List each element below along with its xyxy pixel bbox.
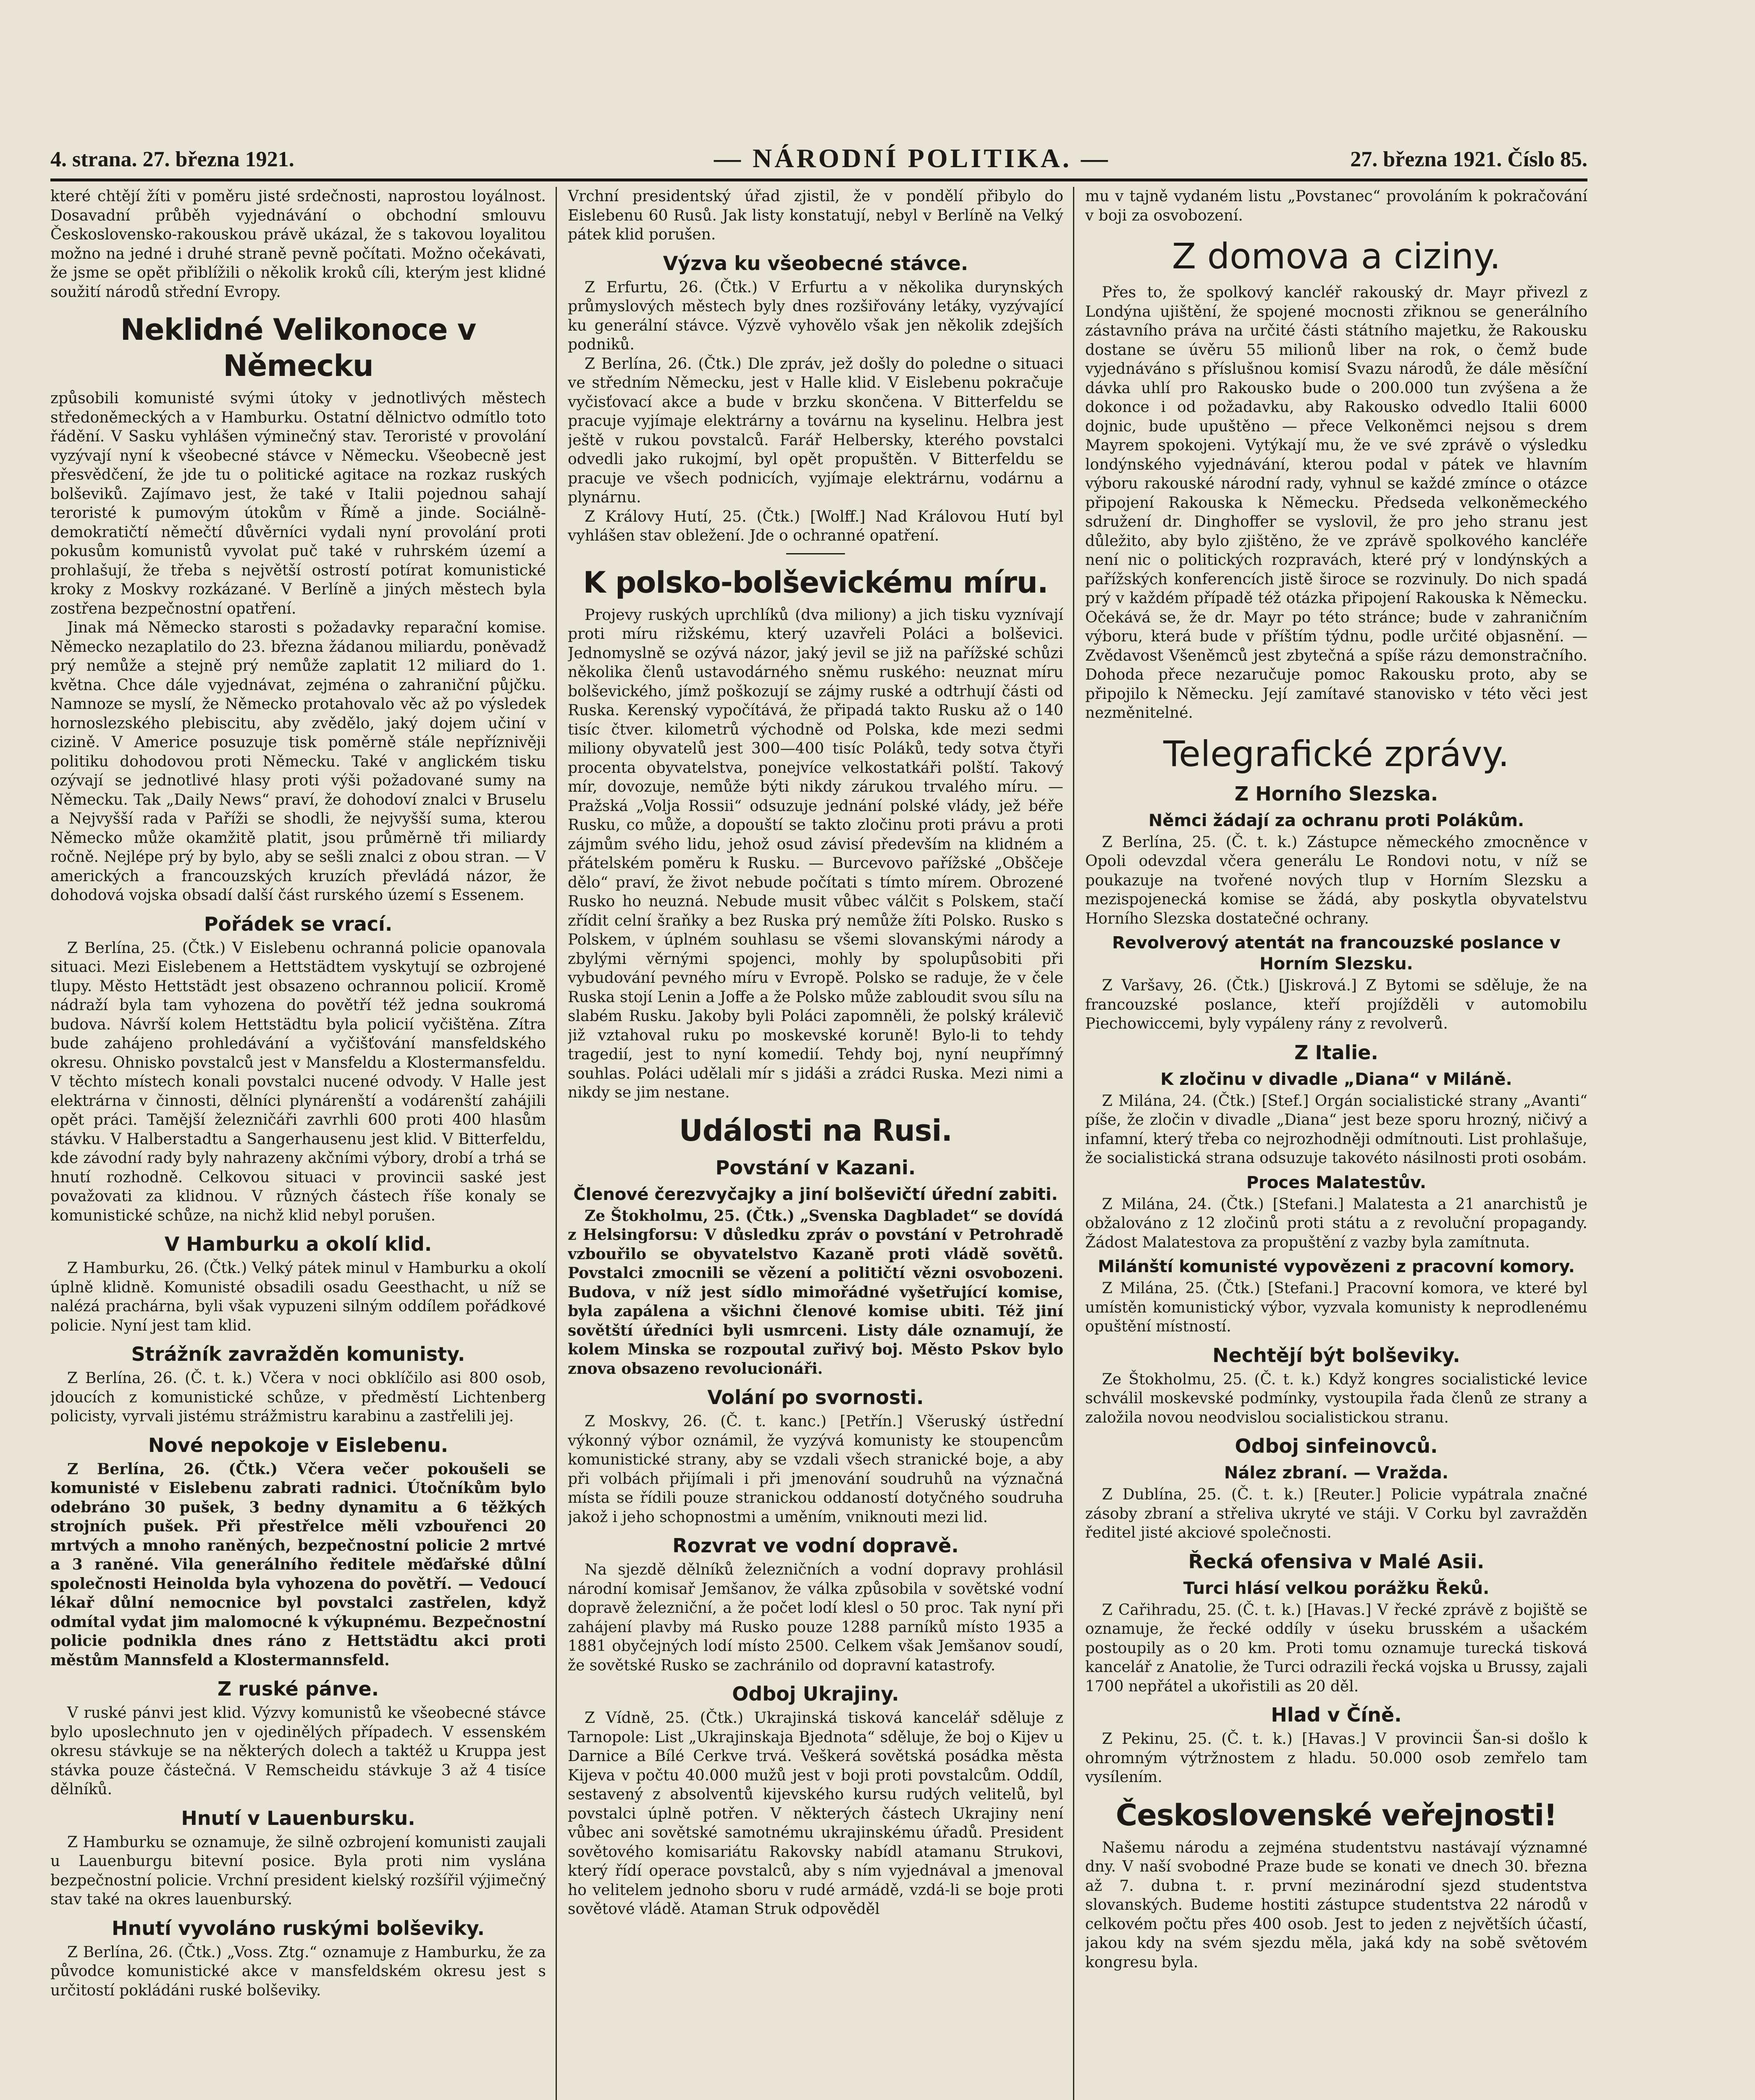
article-heading: Československé veřejnosti! [1115, 1798, 1557, 1832]
header-issue-date: 27. března 1921. Číslo 85. [1350, 147, 1587, 171]
page-header [50, 139, 1587, 176]
section-heading: Pořádek se vrací. [204, 912, 393, 935]
article-text: Ze Štokholmu, 25. (Č. t. k.) Když kongres socialistické levice schválil moskevské podmínky, vystoupila řada členů ze strany a založila novou neodvislou socialistickou stranu. [1085, 1370, 1587, 1426]
article-text: Z Moskvy, 26. (Č. t. kanc.) [Petřín.] Všeruský ústřední výkonný výbor oznámil, že vyzývá komunisty ke stoupencům komunistické strany, aby se vzdali všech stranické boje, a aby při volbách přijímali i při jmenování soudruhů na význačná místa se řídili pouze stranickou oddaností dotyčného soudruha jakož i jeho schopnostmi a uměním, vniknouti mezi lid. [568, 1413, 1063, 1526]
article-text: Z Pekinu, 25. (Č. t. k.) [Havas.] V provincii Šan-si došlo k ohromným výtržnostem z hladu. 50.000 osob zemřelo tam vysílením. [1085, 1730, 1587, 1786]
section-subheading: Turci hlásí velkou porážku Řeků. [1183, 1578, 1490, 1598]
article-text: Z Erfurtu, 26. (Čtk.) V Erfurtu a v několika durynských průmyslových městech byly dnes rozšiřovány letáky, vyzývající ku generální stávce. Výzvě vyhovělo však jen několik zdejších podniků. [568, 278, 1063, 353]
section-subheading: Proces Malatestův. [1246, 1173, 1427, 1192]
article-text: způsobili komunisté svými útoky v jednotlivých městech středoněmeckých a v Hamburku. Ostatní dělnictvo odmítlo toto řádění. V Sasku vyhlášen výminečný stav. Teroristé v provolání vyzývají nyní k všeobecné stávce v Německu. Všeobecně jest přesvědčení, že jde tu o politické agitace na rozkaz ruských bolševiků. Zajímavo jest, že také v Italii pojednou sahají teroristé k pumovým útokům v Římě a jinde. Sociálně-demokratičtí němečtí důvěrníci vydali nyní provolání proti pokusům komunistů vyvolat puč také v ruhrském území a prohlašují, že třeba s největší ostrostí potírat komunistické kroky z Moskvy rozkázané. V Berlíně a jiných městech byla zostřena bezpečnostní opatření. [50, 390, 546, 617]
article-text: Přes to, že spolkový kancléř rakouský dr. Mayr přivezl z Londýna ujištění, že spojené mocnosti zřiknou se generálního zástavního práva na určité části státního majetku, že Rakousku dostane se úvěru 55 milionů liber na rok, o čemž bude vyjednáváno s příslušnou komisí Svazu národů, že dále měsíční dávka uhlí pro Rakousko bude o 200.000 tun zvýšena a že dokonce i od požadavku, aby Rakousko odvedlo Italii 6000 dojnic, bude upuštěno — přece Velkoněmci nejsou s drem Mayrem spokojeni. Vytýkají mu, že ve své zprávě o výsledku londýnského vyjednávání, kterou podal v pátek ve hlavním výboru rakouské národní rady, vyhnul se každé zmínce o otázce připojení Rakouska k Německu. Předseda velkoněmeckého sdružení dr. Dinghoffer se vyslovil, že pro jeho stranu jest důležito, aby bylo zjištěno, že ve zprávě spolkového kancléře není nic o politických rozpravách, které prý v londýnských a pařížských konferencích jistě široce se rozvinuly. Do nich spadá prý v každém případě též otázka připojení Rakouska k Německu. Očekává se, že dr. Mayr po této stránce; bude v zahraničním výboru, která bude v příštím týdnu, podle určité objasnění. — Zvědavost Všeněmců jest zbytečná a spíše rázu demonstračního. Dohoda přece nezaručuje pomoc Rakousku proto, aby se připojilo k Německu. Její zamítavé stanovisko v této věci jest nezměnitelné. [1085, 284, 1587, 722]
divider [786, 553, 845, 554]
section-heading: Povstání v Kazani. [715, 1156, 916, 1179]
article-text: Z Berlína, 26. (Čtk.) „Voss. Ztg.“ oznamuje z Hamburku, že za původce komunistické akce v mansfeldském okresu jest s určitostí pokládáni ruské bolševiky. [50, 1943, 546, 1999]
article-heading: Události na Rusi. [679, 1113, 952, 1148]
article-text: které chtějí žíti v poměru jisté srdečnosti, naprostou loyálnost. Dosavadní průběh vyjednávání o obchodní smlouvu Československo-rakouskou právě ukázal, že s takovou loyalitou možno na jedné i druhé straně pevně počítati. Možno očekávati, že jsme se opět přiblížili o několik kroků cíli, kterým jest klidné soužití národů střední Evropy. [50, 188, 546, 301]
section-heading: Rozvrat ve vodní dopravě. [672, 1534, 959, 1557]
column-1 [50, 187, 546, 2100]
section-subheading: K zločinu v divadle „Diana“ v Miláně. [1160, 1069, 1512, 1089]
section-heading: Volání po svornosti. [707, 1386, 924, 1409]
article-text: V ruské pánvi jest klid. Výzvy komunistů ke všeobecné stávce bylo uposlechnuto jen v ojedinělých případech. V essenském okresu stávkuje se na některých dolech a taktéž u Kruppa jest stávka pouze částečná. V Remscheidu stávkuje 3 až 4 tisíce dělníků. [50, 1704, 546, 1798]
article-text: Z Berlína, 26. (Čtk.) Dle zpráv, jež došly do poledne o situaci ve středním Německu, jest v Halle klid. V Eislebenu pokračuje vyčisťovací akce a bude v brzku skončena. V Bitterfeldu se pracuje vyjímaje elektrárny a továrnu na kyselinu. Helbra jest ještě v rukou povstalců. Farář Helbersky, kterého povstalci odvedli jako rukojmí, byl opět propuštěn. V Bitterfeldu se pracuje ve všech podnicích, vyjímaje elektrárnu, vodárnu a plynárnu. [568, 355, 1063, 506]
section-heading: Hlad v Číně. [1271, 1704, 1402, 1726]
column-separator [1073, 187, 1074, 2100]
section-heading: Výzva ku všeobecné stávce. [663, 252, 968, 275]
article-text: Z Milána, 24. (Čtk.) [Stefani.] Malatesta a 21 anarchistů je obžalováno z 12 zločinů proti státu a z revoluční propagandy. Žádost Malatestova za propuštění z vazby byla zamítnuta. [1085, 1195, 1587, 1251]
article-text: Jinak má Německo starosti s požadavky reparační komise. Německo nezaplatilo do 23. března žádanou miliardu, poněvadž prý nemůže a stejně prý nemůže zaplatit 12 miliard do 1. května. Chce dále vyjednávat, zejména o zahraniční půjčku. Namnoze se myslí, že Německo protahovalo věc až po výsledek hornoslezského plebiscitu, aby zvědělo, jaký dojem učiní v cizině. V Americe posuzuje tisk poměrně stále nepříznivěji politiku dohodovou proti Německu. Také v anglickém tisku ozývají se jednotlivé hlasy proti výši požadované sumy na Německu. Tak „Daily News“ praví, že dohodoví znalci v Bruselu a Nejvyšší rada v Paříži se shodli, že nejvyšší suma, kterou Německo může okamžitě platit, jsou průměrně tři miliardy ročně. Nejlépe prý by bylo, aby se sešli znalci z obou stran. — V amerických a francouzských kruzích převládá názor, že dohodová vojska obsadí další část rurského území s Essenem. [50, 619, 546, 904]
section-subheading: Nález zbraní. — Vražda. [1224, 1463, 1449, 1483]
article-text: Z Vídně, 25. (Čtk.) Ukrajinská tisková kancelář sděluje z Tarnopole: List „Ukrajinskaja Bjednota“ sděluje, že boj o Kijev u Darnice a Bílé Cerkve trvá. Veškerá sovětská posádka města Kijeva v počtu 40.000 mužů jest v boji proti povstalcům. Oddíl, sestavený z absolventů kijevského kursu rudých velitelů, byl povstalci úplně potřen. V některých částech Ukrajiny není vůbec ani sovětské samotnému ukrajinskému úřadů. President sovětového komisariátu Rakovsky nabídl atamanu Strukovi, který řídí operace povstalců, aby s ním vyjednával a jmenoval ho velitelem jednoho sboru v rudé armádě, vzdá-li se boje proti sovětové vládě. Ataman Struk odpověděl [568, 1709, 1063, 1918]
section-heading: V Hamburku a okolí klid. [164, 1233, 432, 1255]
article-text: Na sjezdě dělníků železničních a vodní dopravy prohlásil národní komisař Jemšanov, že válka způsobila v sovětské vodní dopravě železniční, a že počet lodí klesl o 50 proc. Tak nyní při zahájení plavby má Rusko pouze 1288 parníků místo 1935 a 1881 obyčejných lodí místo 2500. Celkem však Jemšanov soudí, že sovětské Rusko se zachránilo od dopravní katastrofy. [568, 1561, 1063, 1674]
section-subheading: Revolverový atentát na francouzské poslance v Horním Slezsku. [1112, 933, 1561, 974]
section-heading: Z Horního Slezska. [1234, 782, 1438, 805]
article-text: Našemu národu a zejména studentstvu nastávají významné dny. V naší svobodné Praze bude se konati ve dnech 30. března až 7. dubna t. r. první mezinárodní sjezd studentstva slovanských. Budeme hostiti zástupce studentstva 22 národů v celkovém počtu přes 400 osob. Jest to jeden z největších účastí, jakou kdy na svém sjezdu měla, jaká kdy na sobě světovém kongresu byla. [1085, 1839, 1587, 1971]
article-heading: K polsko-bolševickému míru. [583, 565, 1048, 600]
article-text: Z Berlína, 26. (Čtk.) Včera večer pokoušeli se komunisté v Eislebenu zabrati radnici. Útočníkům bylo odebráno 30 pušek, 3 bedny dynamitu a 6 těžkých strojních pušek. Při přestřelce měli vzbouřenci 20 mrtvých a mnoho raněných, bezpečnostní policie 2 mrtvé a 3 raněné. Vila generálního ředitele měďařské důlní společnosti Heinolda byla vyhozena do povětří. — Vedoucí lékař důlní nemocnice byl povstalci zastřelen, když odmítal vydat jim malomocné k výkupnému. Bezpečnostní policie podnikla dnes ráno z Hettstädtu akci proti městům Mannsfeld a Klostermannsfeld. [50, 1460, 546, 1669]
article-text: Z Milána, 24. (Čtk.) [Stef.] Orgán socialistické strany „Avanti“ píše, že zločin v divadle „Diana“ jest beze sporu hrozný, ničivý a infamní, který třeba co nejrozhodněji odmítnouti. List prohlašuje, že socialistická strana odsuzuje takovéto násilnosti proti osobám. [1085, 1092, 1587, 1167]
article-text: Ze Štokholmu, 25. (Čtk.) „Svenska Dagbladet“ se dovídá z Helsingforsu: V důsledku zpráv o povstání v Petrohradě vzbouřilo se obyvatelstvo Kazaně proti vládě sovětů. Povstalci zmocnili se vězení a političtí vězni osvobozeni. Budova, v níž jest sídlo mimořádné vyšetřující komise, byla zapálena a všichni členové komise ubiti. Též jiní sovětští úředníci byli usmrceni. Listy dále oznamují, že kolem Minska se rozpoutal zuřivý boj. Město Pskov bylo znova obsazeno revolucionáři. [568, 1207, 1063, 1378]
section-heading: Odboj sinfeinovců. [1235, 1435, 1438, 1457]
header-rule [50, 178, 1587, 181]
article-text: Z Berlína, 25. (Čtk.) V Eislebenu ochranná policie opanovala situaci. Mezi Eislebenem a Hettstädtem vyskytují se ozbrojené tlupy. Město Hettstädt jest obsazeno ochrannou policií. Kromě nádraží byla tam vyhozena do povětří též jedna soukromá budova. Návrší kolem Hettstädtu byla policií vyčištěna. Zítra bude zahájeno prohledávání a vyčišťování mansfeldského okresu. Ohnisko povstalců jest v Mansfeldu a Klostermansfeldu. V těchto místech konali povstalci nucené odvody. V Halle jest elektrárna v činnosti, dělníci plynárenští a vodárenští zahájili opět práci. Tamější železničáři zavrhli 600 proti 400 hlasům stávku. V Halberstadtu a Sangerhausenu jest klid. V Bitterfeldu, kde závodní rady byly nahrazeny akčními výbory, drobí a trhá se hnutí rozhodně. Celkovou situaci v provincii saské jest považovati za klidnou. V různých částech říše konaly se komunistické schůze, na nichž klid nebyl porušen. [50, 939, 546, 1224]
header-masthead: — NÁRODNÍ POLITIKA. — [714, 143, 1110, 173]
article-text: Z Milána, 25. (Čtk.) [Stefani.] Pracovní komora, ve které byl umístěn komunistický výbor, vyzvala komunisty k neprodlenému opuštění místností. [1085, 1280, 1587, 1335]
article-text: Z Královy Hutí, 25. (Čtk.) [Wolff.] Nad Královou Hutí byl vyhlášen stav obležení. Jde o ochranné opatření. [568, 508, 1063, 544]
column-3 [1085, 187, 1587, 2100]
section-subheading: Milánští komunisté vypovězeni z pracovní komory. [1097, 1257, 1575, 1276]
article-text: Projevy ruských uprchlíků (dva miliony) a jich tisku vyznívají proti míru rižskému, který uzavřeli Poláci a bolševici. Jednomyslně se ozývá názor, jaký jevil se již na pařížské schůzi několika členů ustavodárného sněmu ruského: neuznat míru bolševického, jímž poškozují se zájmy ruské a odtrhují části od Ruska. Kerenský vypočítává, že připadá takto Rusku až o 140 tisíc čtver. kilometrů východně od Polska, kde mezi sedmi miliony obyvatelů jest 300—400 tisíc Poláků, tedy sotva čtyři procenta obyvatelstva, ponejvíce velkostatkáři polští. Takový mír, dovozuje, nemůže býti nikdy zárukou trvalého míru. — Pražská „Volja Rossii“ odsuzuje jednání polské vlády, jež béře Rusku, co může, a dopouští se takto zločinu proti právu a proti zájmům svého lidu, jehož osud závisí především na klidném a přátelském poměru k Rusku. — Burcevovo pařížské „Obščeje dělo“ praví, že život nebude počítati s tímto mírem. Obrozené Rusko ho neuzná. Nebude musit vůbec válčit s Polskem, stačí zřídit celní šraňky a bez Ruska prý nemůže žíti Polsko. Rusko s Polskem, v úplném souhlasu se všemi slovanskými národy a zbylými věrnými spojenci, mohly by spolupůsobiti při vybudování pevného míru v Evropě. Polsko se raduje, že v čele Ruska stojí Lenin a Joffe a že Polsko může zabloudit svou sílu na slabém Rusku. Jakoby byli Poláci zapomněli, že polský králevič již vztahoval ruku po moskevské koruně! Bylo-li to tehdy tragedií, jest to nyní komedií. Tehdy boj, nyní neupřímný souhlas. Poláci udělali mír s jidáši a zrádci Ruska. Mezi nimi a nikdy se jim nestane. [568, 606, 1063, 1101]
section-heading: Hnutí vyvoláno ruskými bolševiky. [111, 1916, 485, 1940]
section-heading: Nové nepokoje v Eislebenu. [148, 1433, 449, 1457]
column-2 [568, 187, 1063, 2100]
header-page-date: 4. strana. 27. března 1921. [50, 147, 294, 171]
column-separator [556, 187, 557, 2100]
article-text: mu v tajně vydaném listu „Povstanec“ provoláním k pokračování v boji za osvobození. [1085, 188, 1587, 224]
article-text: Z Hamburku, 26. (Čtk.) Velký pátek minul v Hamburku a okolí úplně klidně. Komunisté obsadili osadu Geesthacht, u níž se nalézá prachárna, byli však vypuzeni silným oddílem pořádkové policie. Nyní jest tam klid. [50, 1260, 546, 1334]
section-heading: Z Italie. [1294, 1041, 1378, 1064]
article-heading: Z domova a ciziny. [1172, 236, 1501, 277]
section-heading: Strážník zavražděn komunisty. [131, 1343, 465, 1365]
article-text: Z Cařihradu, 25. (Č. t. k.) [Havas.] V řecké zprávě z bojiště se oznamuje, že řecké oddíly v úseku brusském a ušackém postoupily as o 20 km. Proti tomu oznamuje turecká tisková kancelář z Anatolie, že Turci odrazili řecká vojska u Brussy, zajali 1700 nepřátel a ukořistili as 20 děl. [1085, 1601, 1587, 1695]
section-heading: Odboj Ukrajiny. [732, 1683, 899, 1705]
article-heading: Telegrafické zprávy. [1163, 733, 1509, 774]
article-heading: Neklidné Velikonoce v Německu [120, 312, 476, 383]
section-subheading: Členové čerezvyčajky a jiní bolševičtí úřední zabiti. [573, 1184, 1058, 1204]
article-text: Z Berlína, 26. (Č. t. k.) Včera v noci obklíčilo asi 800 osob, jdoucích z komunistické schůze, v předměstí Lichtenberg policisty, vyrvali jistému strážmistru karabinu a zastřelili jej. [50, 1370, 546, 1425]
section-subheading: Němci žádají za ochranu proti Polákům. [1148, 811, 1524, 830]
section-heading: Nechtějí být bolševiky. [1212, 1344, 1460, 1367]
section-heading: Řecká ofensiva v Malé Asii. [1188, 1550, 1485, 1573]
section-heading: Z ruské pánve. [217, 1677, 379, 1700]
section-heading: Hnutí v Lauenbursku. [181, 1806, 415, 1830]
article-text: Z Hamburku se oznamuje, že silně ozbrojení komunisti zaujali u Lauenburgu bitevní posice. Byla proti nim vyslána bezpečnostní policie. Vrchní president kielský rozšířil výjimečný stav také na okres lauenburský. [50, 1833, 546, 1908]
article-text: Z Berlína, 25. (Č. t. k.) Zástupce německého zmocněnce v Opoli odevzdal včera generálu Le Rondovi notu, v níž se poukazuje na tvořené nových tlup v Horním Slezsku a mezispojenecká komise se žádá, aby poskytla obyvatelstvu Horního Slezska dostatečné ochrany. [1085, 833, 1587, 927]
article-text: Z Varšavy, 26. (Čtk.) [Jiskrová.] Z Bytomi se sděluje, že na francouzské poslance, kteří projížděli v automobilu Piechowiccemi, byly vypáleny rány z revolverů. [1085, 977, 1587, 1032]
article-text: Vrchní presidentský úřad zjistil, že v pondělí přibylo do Eislebenu 60 Rusů. Jak listy konstatují, nebyl v Berlíně na Velký pátek klid porušen. [568, 188, 1063, 243]
article-text: Z Dublína, 25. (Č. t. k.) [Reuter.] Policie vypátrala značné zásoby zbraní a střeliva ukryté ve stáji. V Corku byl zavražděn ředitel jisté akciové společnosti. [1085, 1486, 1587, 1541]
